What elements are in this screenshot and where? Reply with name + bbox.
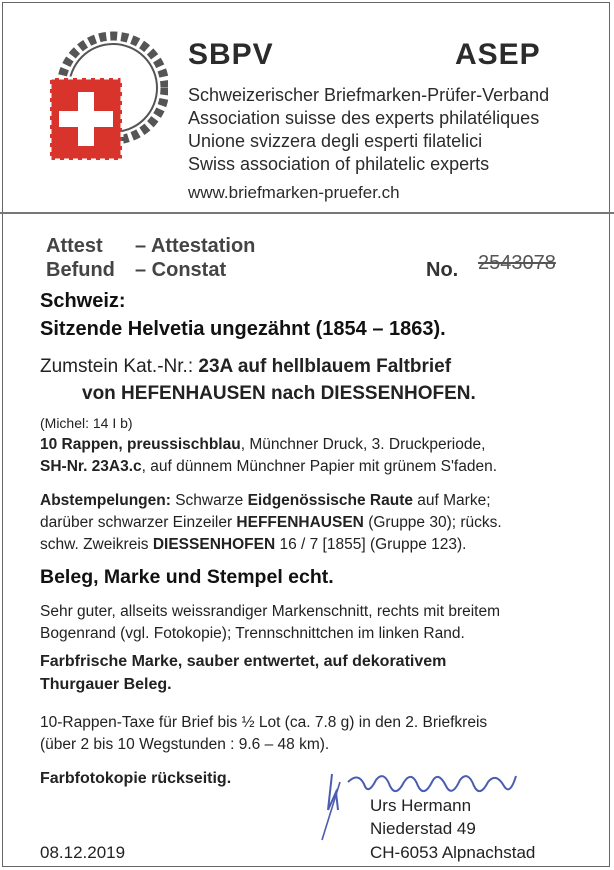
org-abbr-de: SBPV <box>188 38 274 71</box>
cancel2-text-c: (Gruppe 30); rücks. <box>368 514 502 531</box>
cancel2-place: HEFFENHAUSEN <box>236 514 364 531</box>
quality-line2: Thurgauer Beleg. <box>40 676 172 693</box>
catalog-route: von HEFENHAUSEN nach DIESSENHOFEN. <box>82 383 476 404</box>
catalog-value: 23A auf hellblauem Faltbrief <box>198 356 452 377</box>
type-attestation: – Attestation <box>135 235 256 257</box>
issue-title: Sitzende Helvetia ungezähnt (1854 – 1863). <box>40 318 446 340</box>
stamp-print: , Münchner Druck, 3. Druckperiode, <box>240 436 486 453</box>
cancellation-line3 <box>40 536 466 554</box>
org-name-fr: Association suisse des experts philatéliques <box>188 108 540 128</box>
sbpv-logo-icon <box>38 30 168 170</box>
org-name-en: Swiss association of philatelic experts <box>188 154 490 174</box>
certificate-date: 08.12.2019 <box>40 843 126 862</box>
country: Schweiz: <box>40 290 126 312</box>
certificate-number-label: No. <box>426 259 459 281</box>
org-name-it: Unione svizzera degli esperti filatelici <box>188 131 483 151</box>
michel-number: (Michel: 14 I b) <box>40 415 133 431</box>
org-name-de: Schweizerischer Briefmarken-Prüfer-Verband <box>188 85 550 105</box>
header-divider <box>0 212 614 214</box>
type-constat: – Constat <box>135 259 227 281</box>
cancellation-line2 <box>40 514 502 532</box>
condition-line2: Bogenrand (vgl. Fotokopie); Trennschnittchen im linken Rand. <box>40 625 465 642</box>
stamp-value: 10 Rappen, preussischblau <box>40 436 241 453</box>
org-website: www.briefmarken-pruefer.ch <box>188 183 400 202</box>
expert-name: Urs Hermann <box>370 796 472 815</box>
cancel2-text-a: darüber schwarzer Einzeiler <box>40 514 233 531</box>
cancel3-text-c: 16 / 7 [1855] (Gruppe 123). <box>279 536 467 553</box>
quality-line1: Farbfrische Marke, sauber entwertet, auf dekorativem <box>40 653 447 670</box>
certificate-number: 2543078 <box>478 252 556 274</box>
sh-description <box>40 458 497 476</box>
catalog-label: Zumstein Kat.-Nr.: <box>40 356 194 377</box>
tax-line2: (über 2 bis 10 Wegstunden : 9.6 – 48 km). <box>40 736 330 753</box>
photocopy-note: Farbfotokopie rückseitig. <box>40 770 232 787</box>
cancellation-label: Abstempelungen: <box>40 492 171 509</box>
org-abbr-fr: ASEP <box>455 38 541 71</box>
sh-number: SH-Nr. 23A3.c <box>40 458 142 475</box>
sh-paper: , auf dünnem Münchner Papier mit grünem S'faden. <box>141 458 498 475</box>
expert-street: Niederstad 49 <box>370 819 476 838</box>
type-attest: Attest <box>46 235 103 257</box>
cancel-text-a: Schwarze <box>175 492 244 509</box>
condition-line1: Sehr guter, allseits weissrandiger Markenschnitt, rechts mit breitem <box>40 603 501 620</box>
expert-city: CH-6053 Alpnachstad <box>370 843 536 862</box>
cancel3-place: DIESSENHOFEN <box>152 536 276 553</box>
cancellation-line1 <box>40 492 491 510</box>
cancel-raute: Eidgenössische Raute <box>247 492 413 509</box>
verdict: Beleg, Marke und Stempel echt. <box>40 566 334 588</box>
stamp-description <box>40 436 485 454</box>
tax-line1: 10-Rappen-Taxe für Brief bis ½ Lot (ca. 7.8 g) in den 2. Briefkreis <box>40 714 488 731</box>
catalog-line <box>40 356 451 378</box>
cancel-text-c: auf Marke; <box>417 492 491 509</box>
type-befund: Befund <box>46 259 115 281</box>
cancel3-text-a: schw. Zweikreis <box>40 536 149 553</box>
